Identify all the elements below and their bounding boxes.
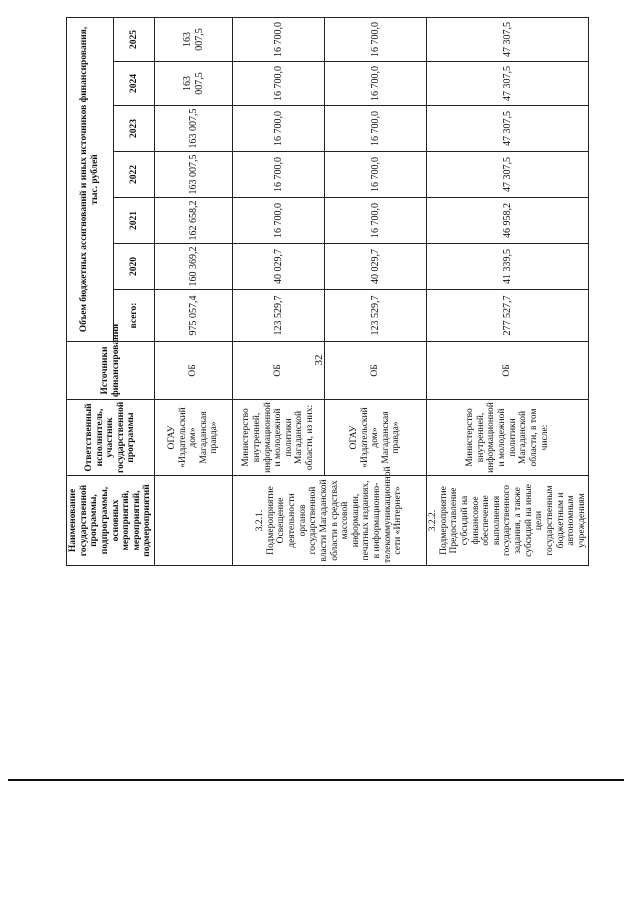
header-year-2022: 2022 [114, 152, 155, 198]
row-value-2023: 163 007,5 [155, 106, 233, 152]
row-source: ОБ [325, 342, 427, 400]
header-year-2023: 2023 [114, 106, 155, 152]
header-executor: Ответственный исполнитель, участник государственной программы [67, 400, 155, 476]
row-name: 3.2.2. Подмероприятие Предоставление субсидий на финансовое обеспечение выполнения государственного задания, а также субсидий на иные цели государственным бюджетным и автономным учреждениям [427, 476, 589, 566]
row-source: ОБ [155, 342, 233, 400]
header-volume: Объем бюджетных ассигнований и иных источников финансирования, тыс. рублей [67, 17, 114, 341]
row-value-2021: 46 958,2 [427, 198, 589, 244]
row-value-2025: 16 700,0 [233, 17, 325, 61]
row-source: ОБ [233, 342, 325, 400]
row-value-2024: 16 700,0 [325, 62, 427, 106]
row-value-2021: 16 700,0 [233, 198, 325, 244]
row-executor: ОГАУ «Издательский дом» Магаданская правда» [325, 400, 427, 476]
row-value-2022: 16 700,0 [325, 152, 427, 198]
row-value-2021: 162 658,2 [155, 198, 233, 244]
row-value-2020: 40 029,7 [233, 244, 325, 290]
row-value-2024: 163 007,5 [155, 62, 233, 106]
header-year-2024: 2024 [114, 62, 155, 106]
page-divider-line [8, 779, 624, 781]
row-value-total: 277 527,7 [427, 290, 589, 342]
row-value-2023: 47 307,5 [427, 106, 589, 152]
row-executor: Министерство внутренней, информационной и молодежной политики Магаданской области, из них: [233, 400, 325, 476]
row-value-2025: 163 007,5 [155, 17, 233, 61]
header-source: Источники финансирования [67, 342, 155, 400]
page-number: 32 [313, 354, 325, 366]
row-value-2025: 16 700,0 [325, 17, 427, 61]
table-row [427, 17, 589, 565]
budget-table-rotated [66, 18, 587, 566]
header-year-2020: 2020 [114, 244, 155, 290]
row-value-2022: 163 007,5 [155, 152, 233, 198]
row-value-2024: 47 307,5 [427, 62, 589, 106]
row-executor: Министерство внутренней, информационной и молодежной политики Магаданской области, в том числе: [427, 400, 589, 476]
row-value-2020: 160 369,2 [155, 244, 233, 290]
header-year-2021: 2021 [114, 198, 155, 244]
row-value-2022: 16 700,0 [233, 152, 325, 198]
row-value-2020: 41 339,5 [427, 244, 589, 290]
row-value-2021: 16 700,0 [325, 198, 427, 244]
row-value-total: 975 057,4 [155, 290, 233, 342]
row-name: 3.2.1. Подмероприятие Освещение деятельности органов государственной власти Магаданской области в средствах массовой информации, печатных изданиях, в информационно-телекоммуникационной сети «Интернет» [233, 476, 427, 566]
table-row [155, 17, 233, 565]
budget-table [66, 17, 589, 566]
header-year-2025: 2025 [114, 17, 155, 61]
row-name [155, 476, 233, 566]
header-year-total: всего: [114, 290, 155, 342]
row-value-2022: 47 307,5 [427, 152, 589, 198]
row-value-2020: 40 029,7 [325, 244, 427, 290]
row-source: ОБ [427, 342, 589, 400]
row-executor: ОГАУ «Издательский дом» Магаданская правда» [155, 400, 233, 476]
table-row [233, 17, 325, 565]
row-value-2023: 16 700,0 [325, 106, 427, 152]
row-value-total: 123 529,7 [325, 290, 427, 342]
row-value-2023: 16 700,0 [233, 106, 325, 152]
row-value-total: 123 529,7 [233, 290, 325, 342]
header-name: Наименование государственной программы, подпрограммы, основных мероприятий, мероприятий, подмероприятий [67, 476, 155, 566]
row-value-2024: 16 700,0 [233, 62, 325, 106]
row-value-2025: 47 307,5 [427, 17, 589, 61]
